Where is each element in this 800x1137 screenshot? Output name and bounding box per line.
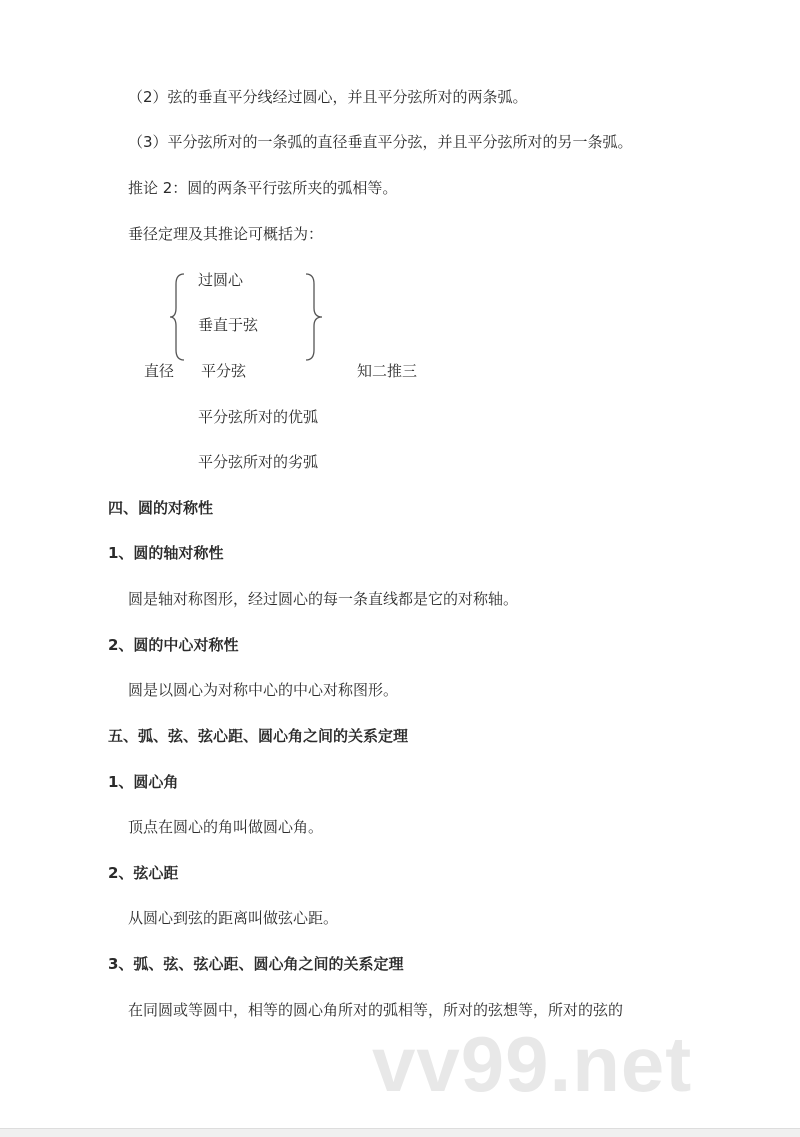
- diagram-right-label: 知二推三: [357, 362, 418, 380]
- paragraph: 从圆心到弦的距离叫做弦心距。: [128, 909, 339, 927]
- section-heading: 五、弧、弦、弦心距、圆心角之间的关系定理: [108, 727, 409, 745]
- diagram-item: 过圆心: [198, 271, 244, 289]
- section-heading: 四、圆的对称性: [108, 499, 214, 517]
- watermark: vv99.net: [372, 1020, 693, 1108]
- diagram-item: 平分弦: [201, 362, 247, 380]
- subsection-heading: 3、弧、弦、弦心距、圆心角之间的关系定理: [108, 955, 404, 973]
- diagram-item: 垂直于弦: [198, 316, 259, 334]
- diagram-item: 平分弦所对的优弧: [198, 408, 319, 426]
- paragraph: （3）平分弦所对的一条弧的直径垂直平分弦，并且平分弦所对的另一条弧。: [128, 133, 633, 151]
- right-brace: [302, 272, 326, 362]
- subsection-heading: 1、圆心角: [108, 773, 179, 791]
- subsection-heading: 1、圆的轴对称性: [108, 544, 224, 562]
- paragraph: 圆是轴对称图形，经过圆心的每一条直线都是它的对称轴。: [128, 590, 519, 608]
- paragraph: （2）弦的垂直平分线经过圆心，并且平分弦所对的两条弧。: [128, 88, 528, 106]
- paragraph: 垂径定理及其推论可概括为：: [128, 225, 324, 243]
- left-brace: [168, 272, 188, 362]
- subsection-heading: 2、圆的中心对称性: [108, 636, 239, 654]
- paragraph: 顶点在圆心的角叫做圆心角。: [128, 818, 324, 836]
- paragraph: 推论 2：圆的两条平行弦所夹的弧相等。: [128, 179, 398, 197]
- diagram-item: 平分弦所对的劣弧: [198, 453, 319, 471]
- diagram-left-label: 直径: [144, 362, 175, 380]
- paragraph: 在同圆或等圆中，相等的圆心角所对的弧相等，所对的弦想等，所对的弦的: [128, 1001, 624, 1019]
- subsection-heading: 2、弦心距: [108, 864, 179, 882]
- paragraph: 圆是以圆心为对称中心的中心对称图形。: [128, 681, 399, 699]
